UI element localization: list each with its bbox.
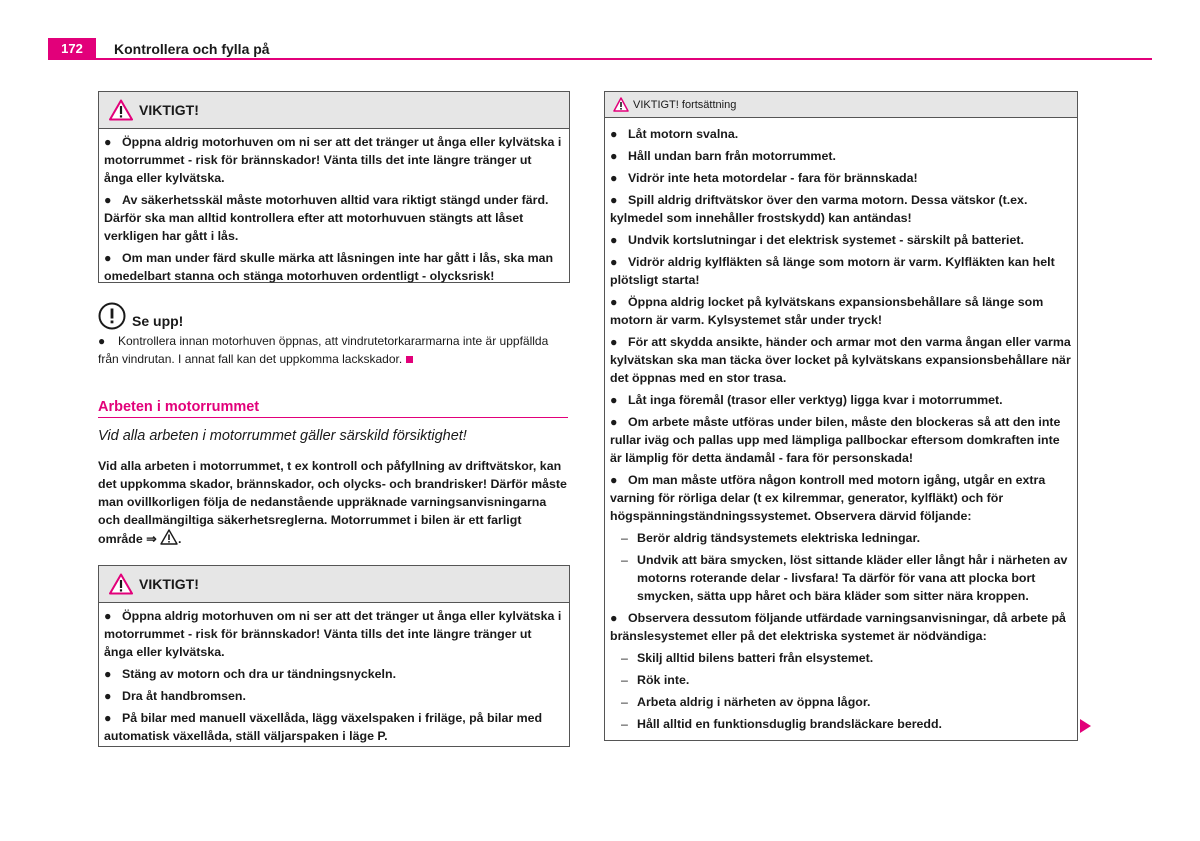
bullet: ● — [610, 149, 618, 163]
warning-box-body — [99, 603, 569, 753]
list-item — [104, 133, 563, 187]
list-item-text: Undvik kortslutningar i det elektrisk systemet - särskilt på batteriet. — [628, 233, 1024, 247]
bullet: ● — [98, 334, 106, 348]
list-item-text: Låt motorn svalna. — [628, 127, 739, 141]
list-item-text: Stäng av motorn och dra ur tändningsnyckeln. — [122, 667, 397, 681]
chapter-title: Kontrollera och fylla på — [114, 41, 270, 57]
warning-triangle-icon — [613, 97, 629, 112]
warning-box-header — [99, 566, 569, 603]
list-item — [610, 333, 1071, 387]
list-item-text: På bilar med manuell växellåda, lägg växelspaken i friläge, på bilar med automatisk växellåda, ställ väljarspaken i läge P. — [104, 711, 543, 743]
dash-item-text: Skilj alltid bilens batteri från elsystemet. — [637, 651, 874, 665]
list-item — [610, 125, 1071, 143]
caution-header — [98, 300, 568, 330]
list-item-text: För att skydda ansikte, händer och armar mot den varma ångan eller varma kylvätskan ska man täcka över locket på kylvätskans expansionsbehållare när det öppnas med en stor trasa. — [610, 335, 1071, 385]
list-item — [610, 147, 1071, 165]
bullet: ● — [104, 135, 112, 149]
list-item-text: Öppna aldrig motorhuven om ni ser att det tränger ut ånga eller kylvätska i motorrummet - risk för brännskador! Vänta tills det inte längre tränger ut ånga eller kylvätska. — [104, 609, 562, 659]
bullet: ● — [104, 251, 112, 265]
dash-item — [610, 649, 1071, 667]
warning-box-2 — [98, 565, 570, 747]
section-title: Arbeten i motorrummet — [98, 398, 568, 418]
dash-item-text: Håll alltid en funktionsduglig brandsläckare beredd. — [637, 717, 943, 731]
section-end-marker — [406, 356, 413, 363]
list-item — [610, 293, 1071, 329]
list-item-text: Öppna aldrig motorhuven om ni ser att det tränger ut ånga eller kylvätska i motorrummet - risk för brännskador! Vänta tills det inte längre tränger ut ånga eller kylvätska. — [104, 135, 562, 185]
dash-marker: – — [621, 695, 628, 709]
dash-item-text: Arbeta aldrig i närheten av öppna lågor. — [637, 695, 871, 709]
list-item-text: Observera dessutom följande utfärdade varningsanvisningar, då arbete på bränslesystemet eller på det elektriska systemet är nödvändiga: — [610, 611, 1066, 643]
dash-item-text: Rök inte. — [637, 673, 690, 687]
list-item-text: Om man måste utföra någon kontroll med motorn igång, utgår en extra varning för rörliga delar (t ex kilremmar, generator, kylfläkt) och för högspänningständningssystemet. Observera därvid följande: — [610, 473, 1046, 523]
dash-item — [610, 529, 1071, 547]
warning-reference-icon — [160, 529, 178, 545]
caution-body: Kontrollera innan motorhuven öppnas, att vindrutetorkararmarna inte är uppfällda från vindrutan. I annat fall kan det uppkomma lackskador. — [98, 334, 549, 366]
bullet: ● — [104, 193, 112, 207]
warning-box-header — [605, 92, 1077, 118]
list-item — [610, 609, 1071, 645]
list-item-text: Dra åt handbromsen. — [122, 689, 246, 703]
bullet: ● — [104, 689, 112, 703]
caution-exclamation-icon — [98, 302, 126, 330]
bullet: ● — [104, 667, 112, 681]
section-intro: Vid alla arbeten i motorrummet, t ex kontroll och påfyllning av driftvätskor, kan det uppkomma skador, brännskador, och olycks- och brandrisker! Därför måste man ovillkorligen följa de nedanstående uppräknade varningsanvisningarna och deallmängiltiga säkerhetsreglerna. Motorrummet i bilen är ett farligt område ⇒ . — [98, 459, 567, 546]
list-item — [104, 709, 563, 745]
list-item-text: Om arbete måste utföras under bilen, måste den blockeras så att den inte rullar iväg och pallas upp med lämpliga pallbockar eftersom domkraften inte är lämplig för detta ändamål - fara för personskada! — [610, 415, 1061, 465]
list-item — [610, 191, 1071, 227]
list-item — [610, 169, 1071, 187]
list-item-text: Av säkerhetsskäl måste motorhuven alltid vara riktigt stängd under färd. Därför ska man alltid kontrollera efter att motorhuvuen stängts att låset verkligen har gått i lås. — [104, 193, 549, 243]
section-intro-text: Vid alla arbeten i motorrummet, t ex kontroll och påfyllning av driftvätskor, kan det uppkomma skador, brännskador, och olycks- och brandrisker! Därför måste man ovillkorligen följa de nedanstående uppräknade varningsanvisningarna och deallmängiltiga säkerhetsreglerna. Motorrummet i bilen är ett farligt område ⇒ — [98, 459, 567, 546]
page-header — [48, 38, 1152, 60]
list-item — [104, 665, 563, 683]
continue-arrow-icon — [1080, 719, 1091, 733]
warning-title: VIKTIGT! fortsättning — [633, 98, 737, 111]
page-number: 172 — [48, 38, 96, 60]
bullet: ● — [610, 415, 618, 429]
bullet: ● — [610, 295, 618, 309]
warning-box-1 — [98, 91, 570, 283]
warning-box-body — [605, 118, 1077, 741]
dash-marker: – — [621, 717, 628, 731]
dash-item — [610, 551, 1071, 605]
bullet: ● — [610, 335, 618, 349]
list-item — [610, 231, 1071, 249]
caution-note — [98, 300, 568, 368]
warning-box-body — [99, 129, 569, 293]
dash-item-text: Undvik att bära smycken, löst sittande kläder eller långt hår i närheten av motorns roterande delar - livsfara! Ta därför för vana att plocka bort smycken, sätta upp håret och bära kläder som sitter nära kroppen. — [637, 553, 1068, 603]
list-item-text: Håll undan barn från motorrummet. — [628, 149, 836, 163]
dash-item — [610, 671, 1071, 689]
bullet: ● — [610, 233, 618, 247]
list-item-text: Om man under färd skulle märka att låsningen inte har gått i lås, ska man omedelbart stanna och stänga motorhuven ordentligt - olycksrisk! — [104, 251, 554, 283]
list-item-text: Vidrör inte heta motordelar - fara för brännskada! — [628, 171, 918, 185]
list-item — [610, 413, 1071, 467]
bullet: ● — [104, 711, 112, 725]
caution-title: Se upp! — [132, 313, 184, 329]
list-item-text: Vidrör aldrig kylfläkten så länge som motorn är varm. Kylfläkten kan helt plötsligt starta! — [610, 255, 1055, 287]
list-item — [104, 607, 563, 661]
bullet: ● — [610, 393, 618, 407]
dash-item-text: Berör aldrig tändsystemets elektriska ledningar. — [637, 531, 921, 545]
dash-marker: – — [621, 531, 628, 545]
list-item — [104, 191, 563, 245]
bullet: ● — [610, 171, 618, 185]
warning-box-header — [99, 92, 569, 129]
warning-triangle-icon — [109, 573, 133, 595]
list-item — [610, 391, 1071, 409]
section-lead: Vid alla arbeten i motorrummet gäller särskild försiktighet! — [98, 428, 467, 444]
header-rule — [48, 58, 1152, 60]
bullet: ● — [610, 127, 618, 141]
bullet: ● — [610, 193, 618, 207]
warning-continued-box — [604, 91, 1078, 741]
bullet: ● — [610, 611, 618, 625]
caution-text — [98, 332, 568, 368]
dash-marker: – — [621, 673, 628, 687]
warning-title: VIKTIGT! — [139, 576, 199, 592]
warning-title: VIKTIGT! — [139, 102, 199, 118]
list-item — [610, 471, 1071, 525]
bullet: ● — [610, 473, 618, 487]
bullet: ● — [104, 609, 112, 623]
list-item-text: Låt inga föremål (trasor eller verktyg) ligga kvar i motorrummet. — [628, 393, 1003, 407]
list-item-text: Öppna aldrig locket på kylvätskans expansionsbehållare så länge som motorn är varm. Kylsystemet står under tryck! — [610, 295, 1044, 327]
dash-item — [610, 715, 1071, 733]
warning-triangle-icon — [109, 99, 133, 121]
bullet: ● — [610, 255, 618, 269]
dash-marker: – — [621, 553, 628, 567]
dash-item — [610, 693, 1071, 711]
list-item — [104, 249, 563, 285]
list-item — [610, 253, 1071, 289]
list-item-text: Spill aldrig driftvätskor över den varma motorn. Dessa vätskor (t.ex. kylmedel som innehåller frostskydd) kan antändas! — [610, 193, 1028, 225]
dash-marker: – — [621, 651, 628, 665]
list-item — [104, 687, 563, 705]
